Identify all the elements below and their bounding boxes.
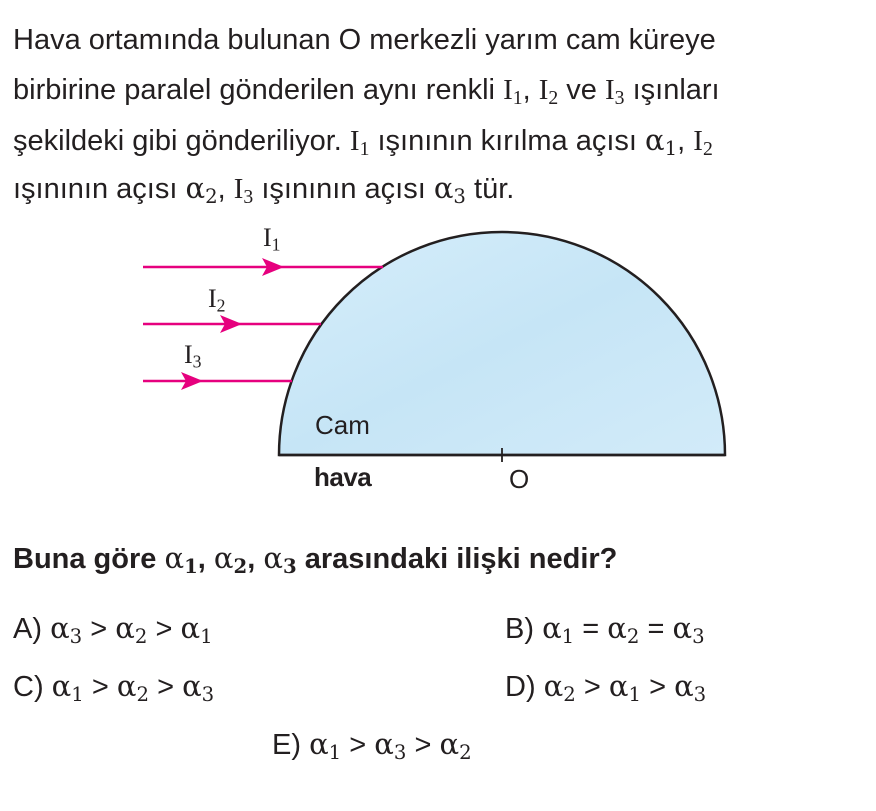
option-c[interactable] (13, 668, 214, 705)
symbol-i2: $I_2$ (693, 125, 713, 160)
option-d[interactable] (505, 668, 706, 705)
symbol-alpha2: $\alpha_2$ (185, 171, 218, 208)
symbol-i3: $I_3$ (233, 173, 254, 208)
operator: > (82, 613, 116, 645)
symbol-alpha2: $\alpha_2$ (439, 727, 472, 764)
center-o-label: O (509, 464, 530, 494)
symbol-alpha1: $\alpha_1$ (309, 727, 342, 764)
operator: > (641, 671, 675, 703)
stem-text: ışınları (624, 74, 720, 106)
stem-text: , (217, 173, 234, 205)
symbol-alpha1: $\alpha_1$ (180, 611, 213, 648)
operator: = (574, 613, 608, 645)
symbol-alpha3: $\alpha_3$ (374, 727, 407, 764)
option-label: E) (272, 729, 301, 761)
symbol-i1: $I_1$ (349, 125, 370, 160)
symbol-alpha1: $\alpha_1$ (51, 669, 84, 706)
question-part: , (247, 543, 264, 575)
option-label: C) (13, 671, 44, 703)
operator: = (639, 613, 673, 645)
ray-i1-label: $I_1$ (263, 223, 281, 255)
symbol-alpha3: $\alpha_3$ (672, 611, 705, 648)
symbol-alpha3: $\alpha_3$ (182, 669, 215, 706)
symbol-alpha2: $\alpha_2$ (115, 611, 148, 648)
stem-text: , (677, 125, 694, 157)
symbol-alpha1: $\alpha_1$ (542, 611, 575, 648)
symbol-alpha1: $\alpha_1$ (164, 541, 198, 578)
question-part: Buna göre (13, 543, 165, 575)
symbol-alpha3: $\alpha_3$ (263, 541, 297, 578)
stem-text: , (522, 74, 539, 106)
ray-i3-label: $I_3$ (184, 340, 202, 372)
symbol-alpha1: $\alpha_1$ (645, 123, 678, 160)
symbol-alpha2: $\alpha_2$ (213, 541, 248, 578)
symbol-i1: $I_1$ (503, 74, 523, 109)
stem-text: ışınının kırılma açısı (369, 125, 646, 157)
operator: > (575, 671, 609, 703)
option-label: A) (13, 613, 42, 645)
symbol-alpha2: $\alpha_2$ (607, 611, 640, 648)
question-part: arasındaki ilişki nedir? (296, 543, 618, 575)
option-e[interactable] (272, 726, 472, 763)
option-a[interactable] (13, 610, 213, 647)
option-b[interactable] (505, 610, 705, 647)
glass-label: Cam (315, 410, 370, 440)
stem-text: ve (558, 74, 605, 106)
symbol-i3: $I_3$ (605, 74, 625, 109)
operator: > (406, 729, 440, 761)
stem-text: şekildeki gibi gönderiliyor. (13, 125, 350, 157)
question-text (13, 540, 617, 577)
symbol-alpha3: $\alpha_3$ (50, 611, 83, 648)
symbol-i2: $I_2$ (538, 74, 559, 109)
operator: > (83, 671, 117, 703)
stem-text: Hava ortamında bulunan O merkezli yarım cam küreye (13, 24, 716, 56)
symbol-alpha1: $\alpha_1$ (608, 669, 642, 706)
symbol-alpha3: $\alpha_3$ (674, 669, 707, 706)
option-label: D) (505, 671, 536, 703)
stem-text: ışınının açısı (253, 173, 434, 205)
ray-i2-label: $I_2$ (208, 284, 226, 316)
stem-text: ışınının açısı (13, 173, 186, 205)
stem-text: birbirine paralel gönderilen aynı renkli (13, 74, 504, 106)
option-label: B) (505, 613, 534, 645)
air-label: hava (314, 462, 372, 492)
stem-text: tür. (465, 173, 515, 205)
symbol-alpha3: $\alpha_3$ (433, 171, 466, 208)
symbol-alpha2: $\alpha_2$ (116, 669, 150, 706)
operator: > (147, 613, 181, 645)
operator: > (341, 729, 375, 761)
question-part: , (197, 543, 214, 575)
symbol-alpha2: $\alpha_2$ (543, 669, 576, 706)
operator: > (149, 671, 183, 703)
